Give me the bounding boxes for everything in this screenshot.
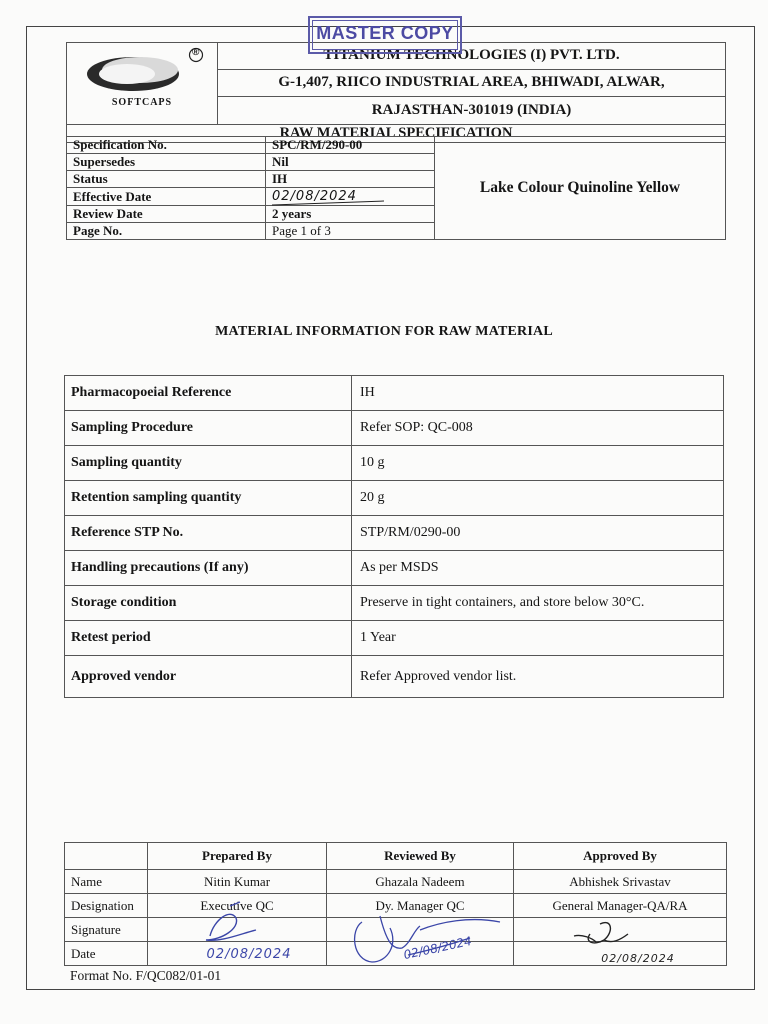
signoff-label: Name — [65, 870, 148, 894]
signoff-corner — [65, 843, 148, 870]
signoff-header-reviewed: Reviewed By — [327, 843, 514, 870]
info-row — [65, 446, 724, 481]
signoff-date-cell — [514, 942, 727, 966]
company-name: TITANIUM TECHNOLOGIES (I) PVT. LTD. — [218, 43, 726, 70]
info-label: Reference STP No. — [65, 516, 352, 551]
info-row — [65, 621, 724, 656]
signoff-header-prepared: Prepared By — [148, 843, 327, 870]
signoff-cell: Dy. Manager QC — [327, 894, 514, 918]
spec-value-handwritten — [266, 188, 435, 206]
info-row — [65, 481, 724, 516]
info-label: Storage condition — [65, 586, 352, 621]
info-label: Sampling Procedure — [65, 411, 352, 446]
approved-date-handwritten: 02/08/2024 — [601, 951, 675, 965]
registered-mark: ® — [192, 47, 200, 58]
master-copy-stamp — [308, 16, 462, 54]
company-address-line2: RAJASTHAN-301019 (INDIA) — [218, 96, 726, 124]
prepared-date-handwritten: 02/08/2024 — [206, 946, 292, 962]
signoff-row — [65, 918, 727, 942]
info-value: IH — [352, 376, 724, 411]
signoff-label: Date — [65, 942, 148, 966]
logo-brand-text: SOFTCAPS — [111, 97, 173, 108]
info-label: Retention sampling quantity — [65, 481, 352, 516]
signoff-cell: Executive QC — [148, 894, 327, 918]
signoff-label: Signature — [65, 918, 148, 942]
material-info-table — [64, 375, 724, 698]
signature-cell-approved — [514, 918, 727, 942]
signoff-label: Designation — [65, 894, 148, 918]
spec-row — [67, 137, 726, 154]
spec-value: Page 1 of 3 — [266, 223, 435, 240]
spec-label: Status — [67, 171, 266, 188]
info-row — [65, 376, 724, 411]
signoff-table — [64, 842, 727, 966]
signoff-date-cell — [327, 933, 514, 966]
info-row — [65, 551, 724, 586]
signoff-row — [65, 870, 727, 894]
info-label: Sampling quantity — [65, 446, 352, 481]
info-value: Preserve in tight containers, and store below 30°C. — [352, 586, 724, 621]
info-value: 20 g — [352, 481, 724, 516]
stamp-text: MASTER COPY — [316, 23, 454, 43]
info-value: 1 Year — [352, 621, 724, 656]
document-type: RAW MATERIAL SPECIFICATION — [67, 125, 726, 143]
signoff-date-cell — [148, 942, 327, 966]
signoff-header-approved: Approved By — [514, 843, 727, 870]
signoff-cell: Ghazala Nadeem — [327, 870, 514, 894]
reviewed-date-handwritten: 02/08/2024 — [402, 933, 474, 962]
info-row — [65, 516, 724, 551]
info-row — [65, 586, 724, 621]
signature-cell-reviewed — [327, 918, 514, 942]
info-value: 10 g — [352, 446, 724, 481]
info-label: Retest period — [65, 621, 352, 656]
info-value: Refer Approved vendor list. — [352, 656, 724, 698]
signoff-cell: General Manager-QA/RA — [514, 894, 727, 918]
info-row — [65, 656, 724, 698]
info-label: Pharmacopoeial Reference — [65, 376, 352, 411]
spec-value: 2 years — [266, 206, 435, 223]
document-header — [66, 42, 726, 143]
info-value: STP/RM/0290-00 — [352, 516, 724, 551]
spec-label: Page No. — [67, 223, 266, 240]
info-value: Refer SOP: QC-008 — [352, 411, 724, 446]
company-address-line1: G-1,407, RIICO INDUSTRIAL AREA, BHIWADI, ALWAR, — [218, 69, 726, 96]
effective-date-handwritten: 02/08/2024 — [272, 189, 357, 204]
company-logo — [67, 43, 218, 125]
material-name: Lake Colour Quinoline Yellow — [435, 137, 726, 240]
info-value: As per MSDS — [352, 551, 724, 586]
spec-label: Specification No. — [67, 137, 266, 154]
spec-label: Review Date — [67, 206, 266, 223]
spec-value: IH — [266, 171, 435, 188]
spec-value: Nil — [266, 154, 435, 171]
format-number: Format No. F/QC082/01-01 — [70, 968, 222, 983]
signature-cell-prepared — [148, 918, 327, 942]
info-label: Handling precautions (If any) — [65, 551, 352, 586]
info-label: Approved vendor — [65, 656, 352, 698]
spec-label: Effective Date — [67, 188, 266, 206]
signoff-cell: Abhishek Srivastav — [514, 870, 727, 894]
signoff-row — [65, 942, 727, 966]
spec-value: SPC/RM/290-00 — [266, 137, 435, 154]
signoff-row — [65, 894, 727, 918]
spec-label: Supersedes — [67, 154, 266, 171]
info-row — [65, 411, 724, 446]
signoff-cell: Nitin Kumar — [148, 870, 327, 894]
spec-table — [66, 136, 726, 240]
section-title: MATERIAL INFORMATION FOR RAW MATERIAL — [215, 324, 553, 339]
